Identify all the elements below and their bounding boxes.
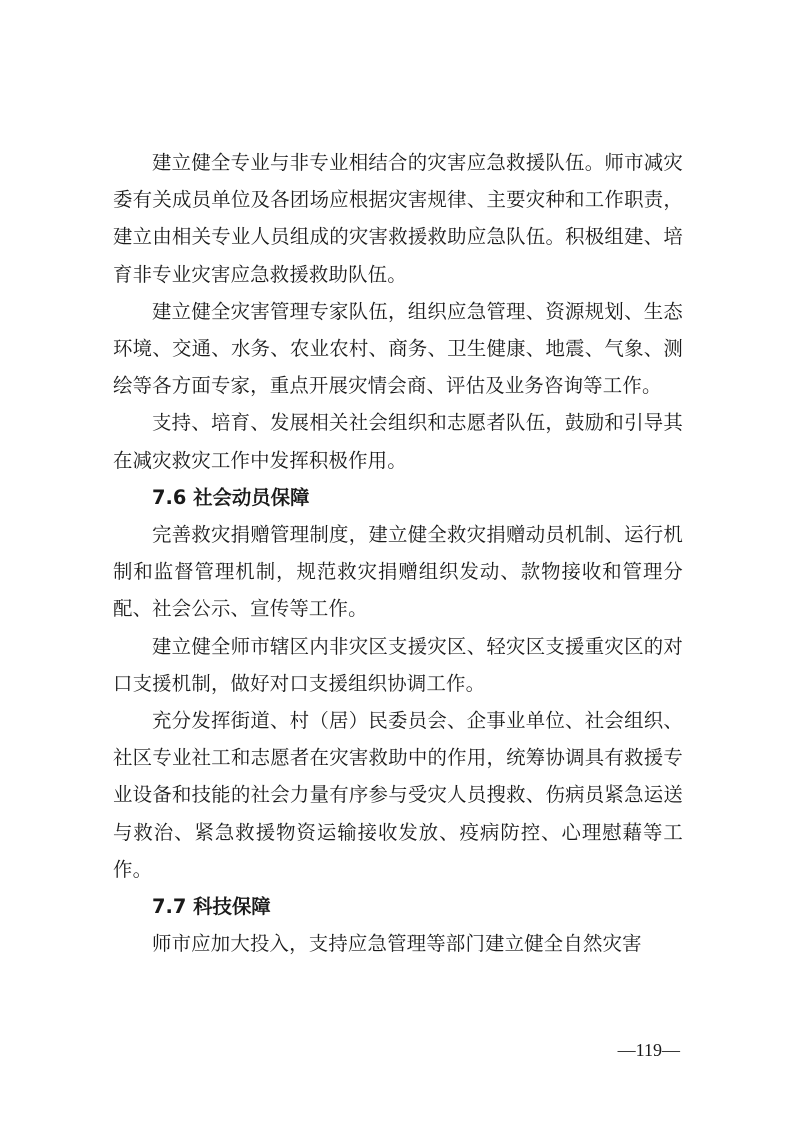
section-heading-7-6: 7.6 社会动员保障 (152, 485, 310, 509)
paragraph-disaster-rescue-teams: 建立健全专业与非专业相结合的灾害应急救援队伍。师市减灾委有关成员单位及各团场应根据灾害规律、主要灾种和工作职责，建立由相关专业人员组成的灾害救援救助应急队伍。积极组建、培育非专业灾害应急救援救助队伍。 (113, 151, 683, 286)
paragraph-counterpart-support: 建立健全师市辖区内非灾区支援灾区、轻灾区支援重灾区的对口支援机制，做好对口支援组织协调工作。 (113, 634, 683, 695)
document-body (113, 144, 683, 962)
paragraph-social-forces: 充分发挥街道、村（居）民委员会、企事业单位、社会组织、社区专业社工和志愿者在灾害救助中的作用，统筹协调具有救援专业设备和技能的社会力量有序参与受灾人员搜救、伤病员紧急运送与救治、紧急救援物资运输接收发放、疫病防控、心理慰藉等工作。 (113, 709, 683, 881)
paragraph-donation-management: 完善救灾捐赠管理制度，建立健全救灾捐赠动员机制、运行机制和监督管理机制，规范救灾捐赠组织发动、款物接收和管理分配、社会公示、宣传等工作。 (113, 523, 683, 621)
page-number: —119— (617, 1040, 680, 1060)
paragraph-technology-support: 师市应加大投入，支持应急管理等部门建立健全自然灾害 (152, 932, 642, 956)
paragraph-expert-teams: 建立健全灾害管理专家队伍，组织应急管理、资源规划、生态环境、交通、水务、农业农村、商务、卫生健康、地震、气象、测绘等各方面专家，重点开展灾情会商、评估及业务咨询等工作。 (113, 299, 683, 398)
paragraph-volunteer-organizations: 支持、培育、发展相关社会组织和志愿者队伍，鼓励和引导其在减灾救灾工作中发挥积极作用。 (113, 411, 683, 472)
section-heading-7-7: 7.7 科技保障 (152, 895, 271, 919)
